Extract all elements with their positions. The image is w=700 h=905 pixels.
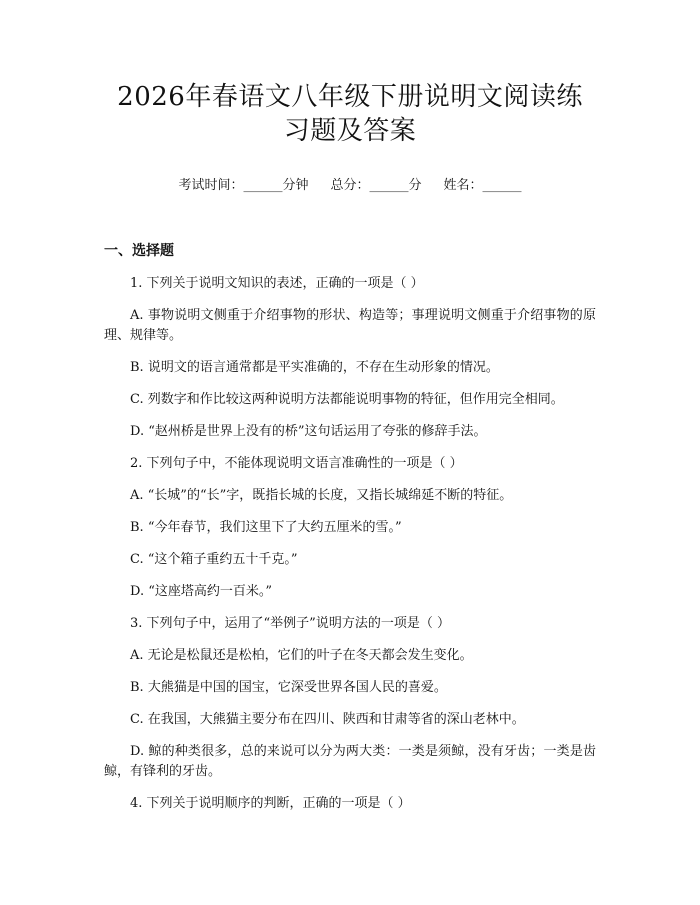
questions-list	[104, 274, 596, 814]
question-3-option-b: B. 大熊猫是中国的国宝，它深受世界各国人民的喜爱。	[130, 680, 447, 695]
question-2-option-a: A. “长城”的“长”字，既指长城的长度，又指长城绵延不断的特征。	[130, 488, 513, 503]
question-3-stem: 3. 下列句子中，运用了“举例子”说明方法的一项是（ ）	[130, 616, 450, 631]
question-2-option-d: D. “这座塔高约一百米。”	[130, 584, 273, 599]
question-1-option-b: B. 说明文的语言通常都是平实准确的，不存在生动形象的情况。	[130, 360, 499, 375]
name-field: 姓名：______	[443, 178, 522, 193]
section-title: 一、选择题	[104, 243, 174, 259]
question-2-stem: 2. 下列句子中，不能体现说明文语言准确性的一项是（ ）	[130, 456, 463, 471]
total-score-field: 总分：______分	[330, 178, 422, 193]
question-3-option-a: A. 无论是松鼠还是松柏，它们的叶子在冬天都会发生变化。	[130, 648, 473, 663]
question-4-stem: 4. 下列关于说明顺序的判断，正确的一项是（ ）	[130, 796, 411, 811]
page-title: 2026年春语文八年级下册说明文阅读练习题及答案	[117, 82, 583, 146]
question-3-option-d: D. 鲸的种类很多，总的来说可以分为两大类：一类是须鲸，没有牙齿；一类是齿鲸，有锋利的牙齿。	[104, 744, 596, 779]
question-1-stem: 1. 下列关于说明文知识的表述，正确的一项是（ ）	[130, 276, 424, 291]
question-2-option-c: C. “这个箱子重约五十千克。”	[130, 552, 298, 567]
question-1-option-d: D. “赵州桥是世界上没有的桥”这句话运用了夸张的修辞手法。	[130, 424, 487, 439]
question-2-option-b: B. “今年春节，我们这里下了大约五厘米的雪。”	[130, 520, 402, 535]
question-3-option-c: C. 在我国，大熊猫主要分布在四川、陕西和甘肃等省的深山老林中。	[130, 712, 525, 727]
exam-meta	[104, 178, 596, 194]
question-1-option-c: C. 列数字和作比较这两种说明方法都能说明事物的特征，但作用完全相同。	[130, 392, 564, 407]
question-1-option-a: A. 事物说明文侧重于介绍事物的形状、构造等；事理说明文侧重于介绍事物的原理、规律等。	[104, 308, 596, 343]
exam-time-field: 考试时间：______分钟	[178, 178, 309, 193]
